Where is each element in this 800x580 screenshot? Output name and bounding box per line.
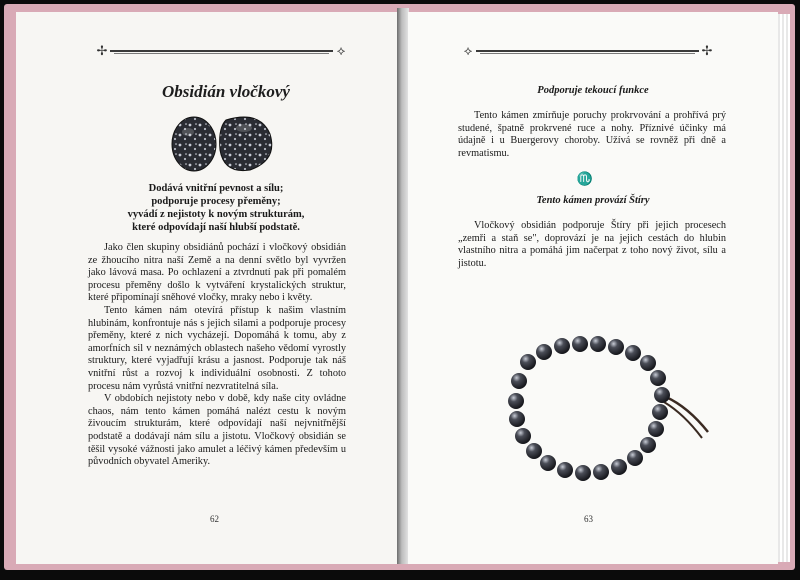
left-page — [16, 12, 401, 564]
scorpion-icon: ♏ — [576, 171, 594, 186]
paragraph: Jako člen skupiny obsidiánů pochází i vločkový obsidián ze žhoucího nitra naší Země a na denní světlo byl vyvržen jako lávová masa. Po ochlazení a ztvrdnutí pak při pomalém procesu přeměny došlo k vytváření krystalických struktur, které připomínají sněhové vločky, mraky nebo i květy. — [88, 242, 346, 304]
section-heading: Tento kámen provází Štíry — [536, 195, 650, 206]
ornament-end-icon: ✢ — [96, 43, 108, 58]
page-number: 63 — [584, 514, 593, 524]
body-text — [458, 110, 726, 160]
body-text — [88, 242, 346, 469]
page-number: 62 — [210, 514, 219, 524]
body-text — [458, 220, 726, 270]
paragraph: Tento kámen nám otevírá přístup k našim vlastním hlubinám, konfrontuje nás s jejich silami a podporuje procesy přeměny, které z nich vycházejí. Dopomáhá k tomu, aby z amorfních sil v neznámých oblastech našeho vědomí vyrostly struktury, které vyjadřují krásu a jasnost. Podporuje tak náš vnitřní růst a rozvoj k individuální osobnosti. Z tohoto procesu nám vyrůstá vnitřní nezvratitelná síla. — [88, 304, 346, 392]
right-page — [408, 12, 778, 564]
bracelet-icon — [488, 332, 728, 502]
ornament-end-icon: ✢ — [701, 43, 713, 58]
page-title: Obsidián vločkový — [162, 82, 290, 101]
ornament-end-icon: ⟡ — [336, 43, 346, 58]
ornament-end-icon: ⟡ — [463, 43, 473, 58]
paragraph: Vločkový obsidián podporuje Štíry při jejich procesech „zemři a staň se", doprovází je na jejich cestách do hlubin vlastního nitra a pomáhá jim načerpat z toho nový život, sílu a jistotu. — [458, 220, 726, 269]
top-ornament — [94, 44, 349, 58]
paragraph: Tento kámen zmírňuje poruchy prokrvování a prohřívá prý studené, špatně prokrvené ruce a nohy. Příznivé účinky má údajně i u Buergerovy choroby. Užívá se rovněž při dně a revmatismu. — [458, 110, 726, 159]
section-heading: Podporuje tekoucí funkce — [537, 85, 649, 96]
paragraph: V obdobích nejistoty nebo v době, kdy naše city ovládne chaos, nám tento kámen pomáhá nalézt cestu k novým živoucím strukturám, které odpovídají naší nejvnitřnější podstatě a dodávají nám sílu a jistotu. Vločkový obsidián se těšil vysoké vážnosti jako amulet a léčivý kámen především u původních obyvatel Ameriky. — [88, 393, 346, 468]
obsidian-stones-icon — [168, 112, 278, 174]
page-edges — [778, 14, 790, 562]
top-ornament — [460, 44, 715, 58]
intro-bold-text: Dodává vnitřní pevnost a sílu; podporuje procesy přeměny; vyvádí z nejistoty k novým strukturám, které odpovídají naší hlubší podstatě. — [127, 183, 305, 233]
